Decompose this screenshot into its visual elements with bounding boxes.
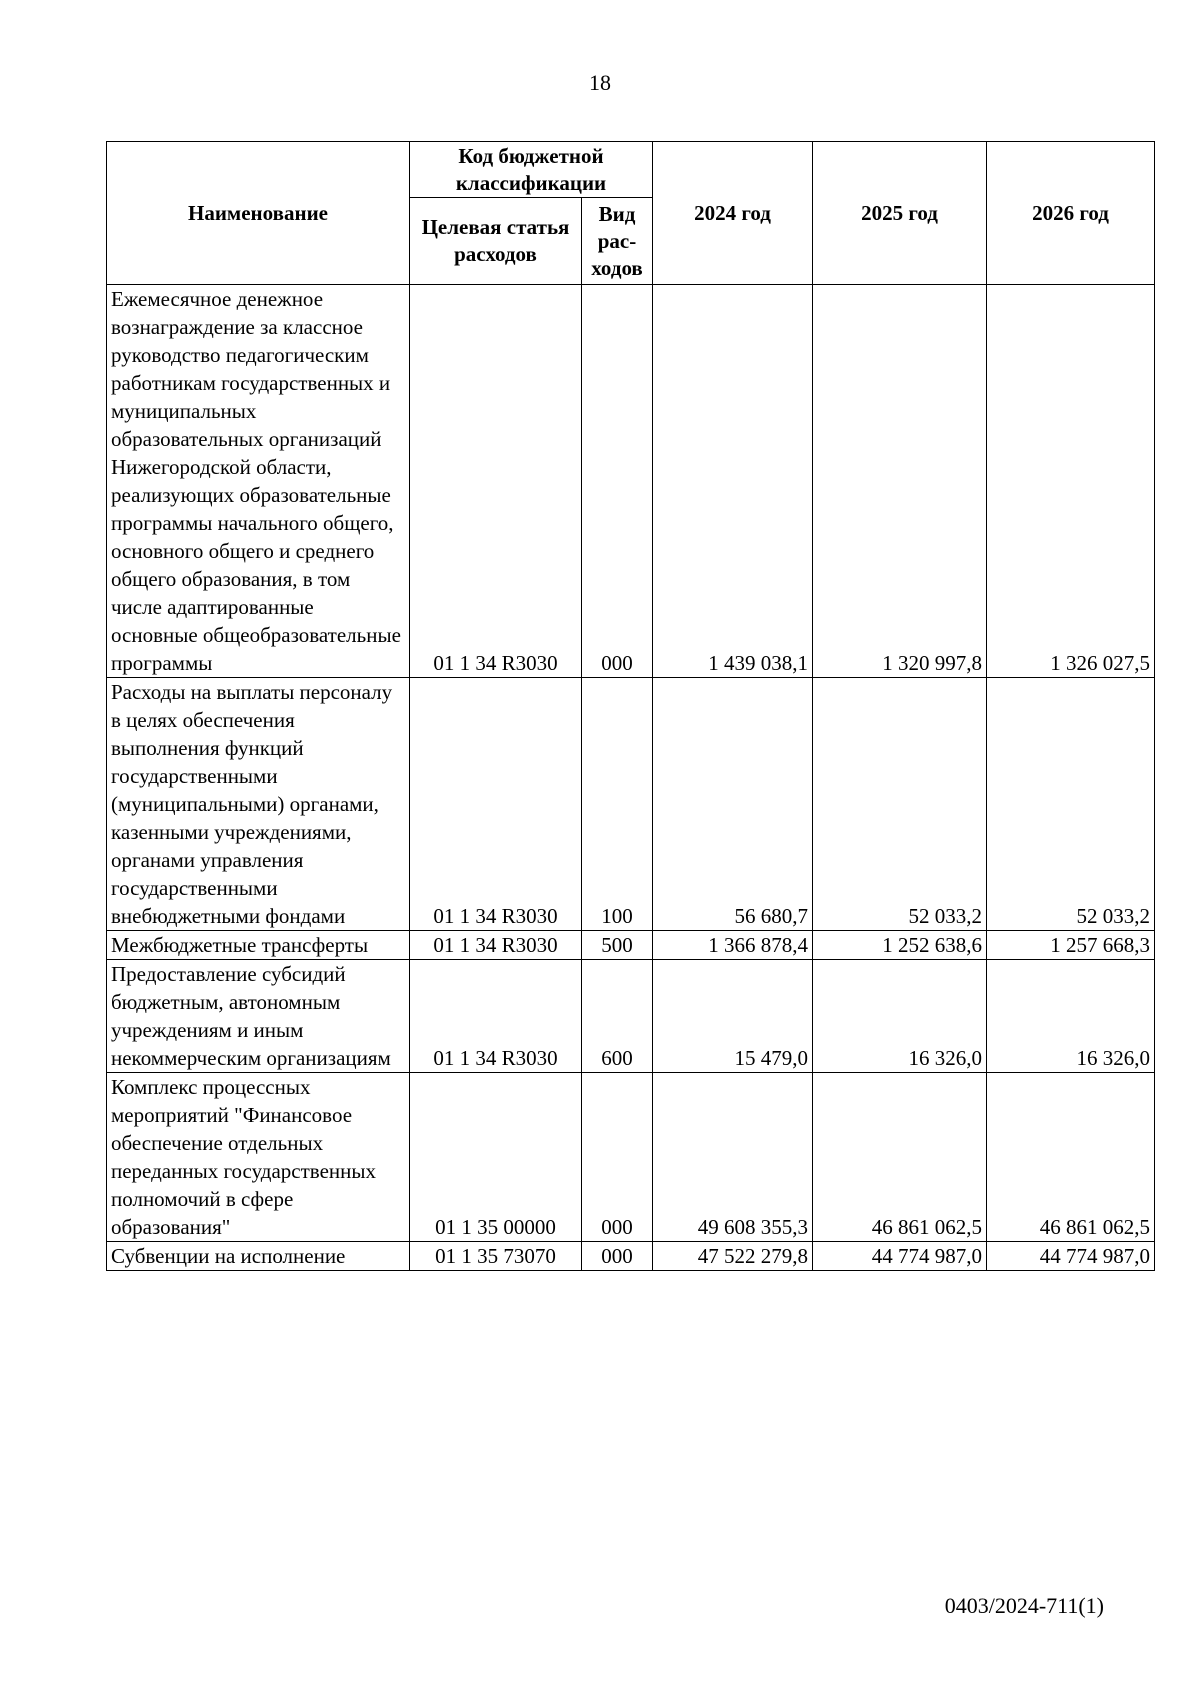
cell-target-article: 01 1 35 00000 (410, 1073, 582, 1242)
cell-2025: 16 326,0 (813, 960, 987, 1073)
cell-2026: 44 774 987,0 (987, 1242, 1155, 1271)
document-code: 0403/2024-711(1) (944, 1593, 1104, 1618)
cell-expense-kind: 600 (582, 960, 653, 1073)
budget-table (106, 141, 1155, 1271)
cell-name: Субвенции на исполнение (107, 1242, 410, 1271)
header-2024: 2024 год (653, 142, 813, 285)
cell-2025: 44 774 987,0 (813, 1242, 987, 1271)
cell-2024: 49 608 355,3 (653, 1073, 813, 1242)
cell-target-article: 01 1 34 R3030 (410, 931, 582, 960)
cell-expense-kind: 100 (582, 678, 653, 931)
table-header (107, 142, 1155, 285)
cell-target-article: 01 1 35 73070 (410, 1242, 582, 1271)
cell-target-article: 01 1 34 R3030 (410, 678, 582, 931)
cell-2025: 46 861 062,5 (813, 1073, 987, 1242)
cell-2025: 1 320 997,8 (813, 285, 987, 678)
table-row (107, 285, 1155, 678)
cell-name: Межбюджетные трансферты (107, 931, 410, 960)
cell-expense-kind: 500 (582, 931, 653, 960)
cell-2025: 1 252 638,6 (813, 931, 987, 960)
cell-expense-kind: 000 (582, 1073, 653, 1242)
header-bk-group: Код бюджетной классификации (410, 142, 653, 198)
cell-2026: 46 861 062,5 (987, 1073, 1155, 1242)
cell-2024: 15 479,0 (653, 960, 813, 1073)
cell-2026: 52 033,2 (987, 678, 1155, 931)
header-2026: 2026 год (987, 142, 1155, 285)
header-target-article: Целевая статья расходов (410, 198, 582, 285)
cell-target-article: 01 1 34 R3030 (410, 285, 582, 678)
table-row (107, 931, 1155, 960)
cell-2026: 16 326,0 (987, 960, 1155, 1073)
cell-2024: 1 439 038,1 (653, 285, 813, 678)
cell-expense-kind: 000 (582, 1242, 653, 1271)
cell-2024: 47 522 279,8 (653, 1242, 813, 1271)
table-body (107, 285, 1155, 1271)
cell-name: Расходы на выплаты персоналу в целях обеспечения выполнения функций государственными (муниципальными) органами, казенными учреждениями, органами управления государственными внебюджетными фондами (107, 678, 410, 931)
cell-2024: 56 680,7 (653, 678, 813, 931)
cell-name: Комплекс процессных мероприятий "Финансовое обеспечение отдельных переданных государственных полномочий в сфере образования" (107, 1073, 410, 1242)
cell-expense-kind: 000 (582, 285, 653, 678)
header-2025: 2025 год (813, 142, 987, 285)
table-row (107, 960, 1155, 1073)
header-expense-kind: Вид рас-ходов (582, 198, 653, 285)
table-row (107, 678, 1155, 931)
cell-name: Ежемесячное денежное вознаграждение за классное руководство педагогическим работникам государственных и муниципальных образовательных организаций Нижегородской области, реализующих образовательные программы начального общего, основного общего и среднего общего образования, в том числе адаптированные основные общеобразовательные программы (107, 285, 410, 678)
page-number: 18 (589, 70, 611, 95)
cell-2025: 52 033,2 (813, 678, 987, 931)
cell-2026: 1 257 668,3 (987, 931, 1155, 960)
table-row (107, 1073, 1155, 1242)
header-name: Наименование (107, 142, 410, 285)
table-row (107, 1242, 1155, 1271)
cell-2026: 1 326 027,5 (987, 285, 1155, 678)
cell-name: Предоставление субсидий бюджетным, автономным учреждениям и иным некоммерческим организациям (107, 960, 410, 1073)
cell-2024: 1 366 878,4 (653, 931, 813, 960)
cell-target-article: 01 1 34 R3030 (410, 960, 582, 1073)
